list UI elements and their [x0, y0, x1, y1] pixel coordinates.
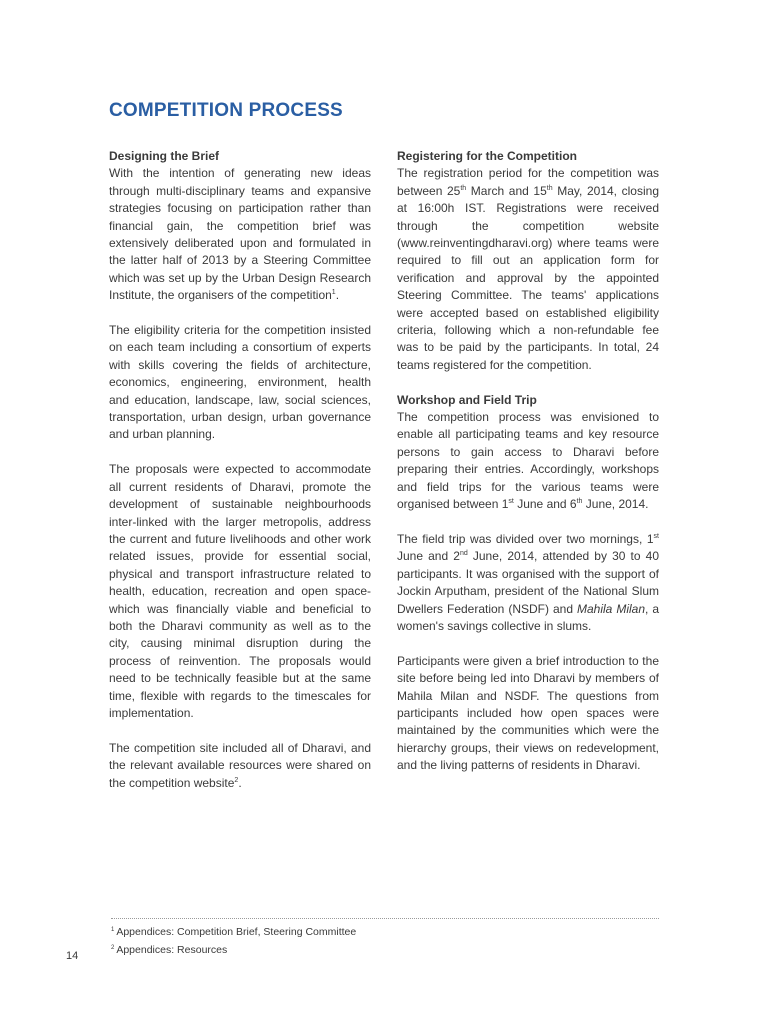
footnote-1: $^1$ Appendices: Competition Brief, Steering Committee [111, 926, 357, 938]
section-heading-registering: Registering for the Competition [397, 149, 577, 163]
paragraph-participants-introduction: Participants were given a brief introduction to the site before being led into Dharavi by members of Mahila Milan and NSDF. The questions from participants included how open spaces were maintained by the communities which were the hierarchy groups, their views on redevelopment, and the living patterns of residents in Dharavi. [397, 653, 659, 773]
paragraph-field-trip: The field trip was divided over two mornings, 1st June and 2nd June, 2014, attended by 30 to 40 participants. It was organised with the support of Jockin Arputham, president of the National Slum Dwellers Federation (NSDF) and Mahila Milan, a women's savings collective in slums. [397, 531, 660, 633]
page-number: 14 [66, 950, 79, 962]
page-title: COMPETITION PROCESS [109, 100, 343, 121]
section-heading-workshop-field-trip: Workshop and Field Trip [397, 392, 537, 407]
paragraph-designing-brief-intro: With the intention of generating new ideas through multi-disciplinary teams and expansive strategies focusing on participation rather than financial gain, the competition brief was extensively deliberated upon and formulated in the latter half of 2013 by a Steering Committee which was set up by the Urban Design Research Institute, the organisers of the competition$^1$. [109, 166, 371, 303]
paragraph-registration-period: The registration period for the competition was between 25th March and 15th May, 2014, closing at 16:00h IST. Registrations were received through the competition website (www.reinventingdharavi.org) where teams were required to fill out an application form for verification and approval by the appointed Steering Committee. The teams' applications were accepted based on established eligibility criteria, following which a non-refundable fee was to be paid by the participants. In total, 24 teams registered for the competition. [397, 166, 659, 372]
paragraph-workshop-intro: The competition process was envisioned to enable all participating teams and key resource persons to gain access to Dharavi before preparing their entries. Accordingly, workshops and field trips for the various teams were organised between 1st June and 6th June, 2014. [397, 410, 659, 512]
footnote-ref-1: 1 [331, 289, 336, 297]
paragraph-competition-site: The competition site included all of Dharavi, and the relevant available resources were shared on the competition website$^2$. [109, 740, 371, 790]
paragraph-eligibility-criteria: The eligibility criteria for the competition insisted on each team including a consortium of experts with skills covering the fields of architecture, economics, engineering, environment, health and education, landscape, law, social sciences, transportation, urban design, urban governance and urban planning. [109, 323, 371, 442]
left-column [109, 148, 371, 792]
footnote-2: $^2$ Appendices: Resources [111, 944, 228, 956]
section-heading-designing-the-brief: Designing the Brief [109, 149, 220, 163]
paragraph-proposals: The proposals were expected to accommodate all current residents of Dharavi, promote the development of sustainable neighbourhoods inter-linked with the larger metropolis, address the current and future livelihoods and other work related issues, provide for essential social, physical and transport infrastructure related to health, education, recreation and open space- which was financially viable and beneficial to both the Dharavi community as well as to the city, causing minimal disruption during the process of reinvention. The proposals would need to be technically feasible but at the same time, flexible with regards to the timescales for implementation. [109, 462, 371, 720]
footnote-ref-2: 2 [234, 776, 239, 784]
right-column [397, 148, 659, 775]
footnotes [111, 923, 356, 959]
footnote-divider [111, 918, 659, 919]
